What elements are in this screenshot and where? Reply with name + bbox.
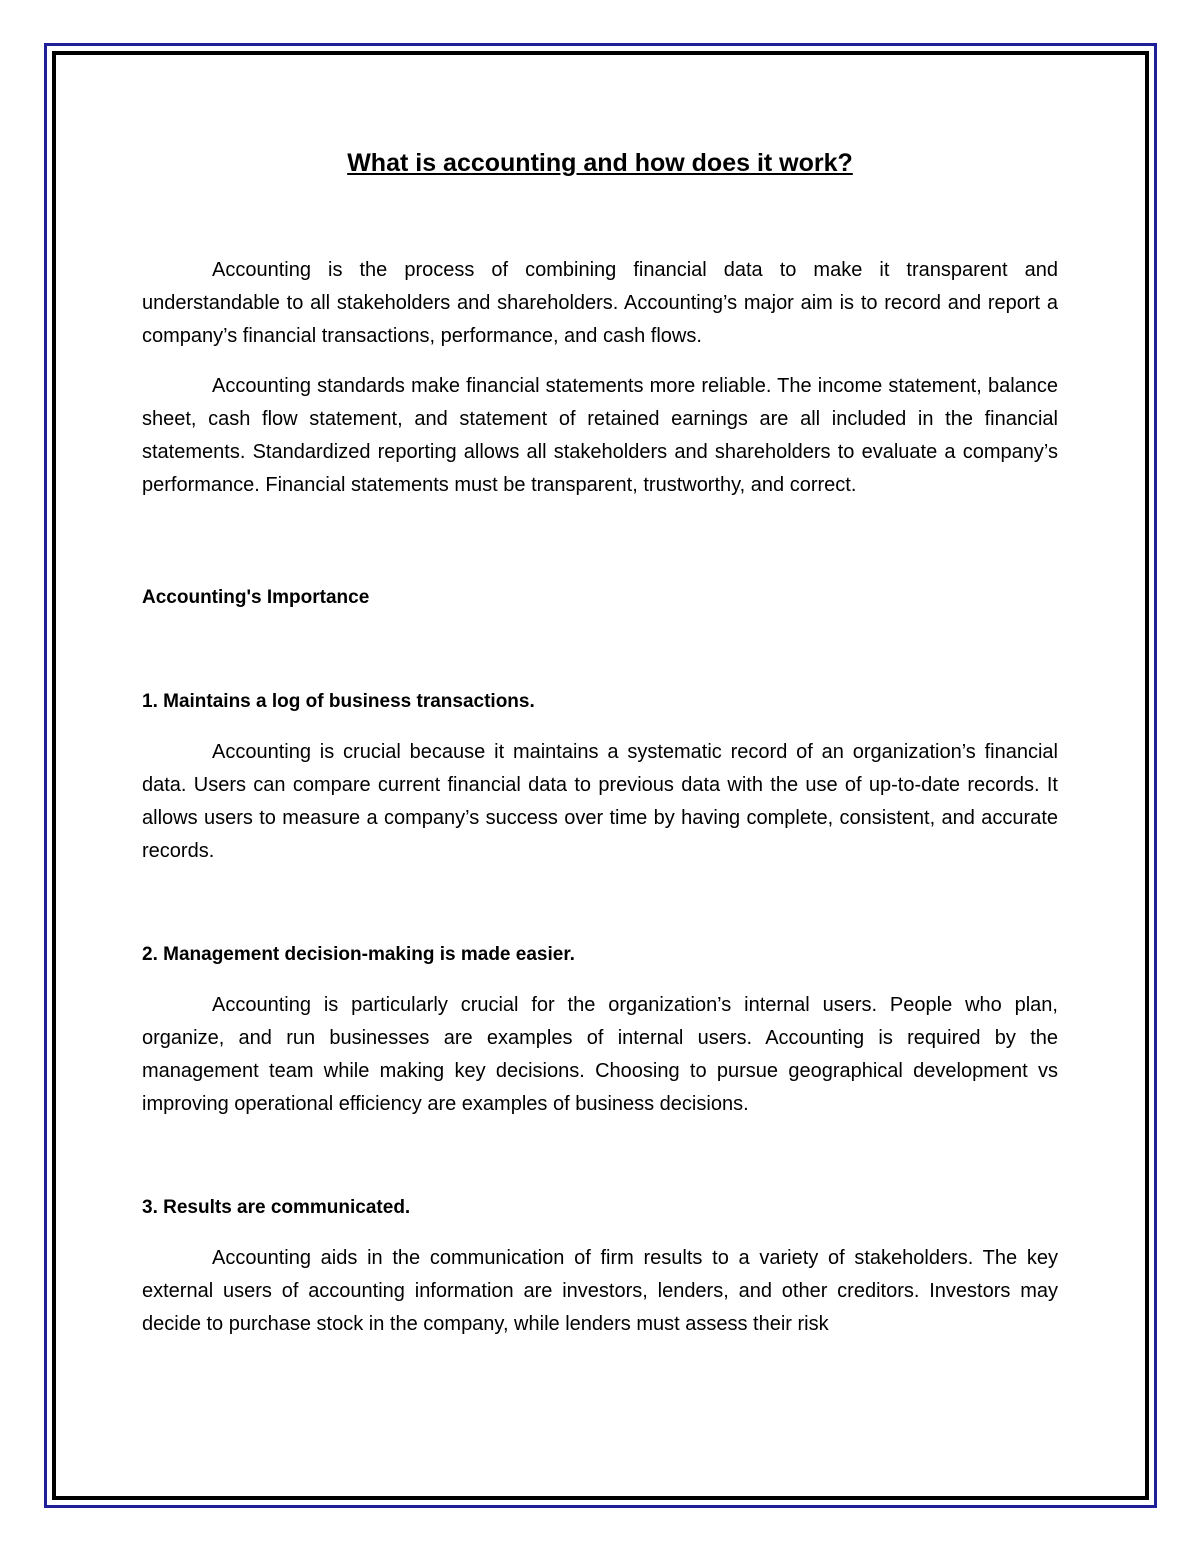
point-body-1: Accounting is crucial because it maintains a systematic record of an organization’s financial data. Users can compare current financial data to previous data with the use of up-to-date records. It allows users to measure a company’s success over time by having complete, consistent, and accurate records. [142,741,1058,862]
document-body [142,145,1058,1341]
point-body-2: Accounting is particularly crucial for the organization’s internal users. People who plan, organize, and run businesses are examples of internal users. Accounting is required by the management team while making key decisions. Choosing to pursue geographical development vs improving operational efficiency are examples of business decisions. [142,994,1058,1115]
point-heading-3: 3. Results are communicated. [142,1197,411,1218]
point-body-3: Accounting aids in the communication of firm results to a variety of stakeholders. The key external users of accounting information are investors, lenders, and other creditors. Investors may decide to purchase stock in the company, while lenders must assess their risk [142,1247,1058,1335]
document-title: What is accounting and how does it work? [347,149,853,177]
intro-paragraph-2: Accounting standards make financial statements more reliable. The income statement, balance sheet, cash flow statement, and statement of retained earnings are all included in the financial statements. Standardized reporting allows all stakeholders and shareholders to evaluate a company’s performance. Financial statements must be transparent, trustworthy, and correct. [142,375,1058,496]
intro-paragraph-1: Accounting is the process of combining financial data to make it transparent and understandable to all stakeholders and shareholders. Accounting’s major aim is to record and report a company’s financial transactions, performance, and cash flows. [142,259,1058,347]
point-heading-2: 2. Management decision-making is made easier. [142,944,575,965]
point-heading-1: 1. Maintains a log of business transactions. [142,691,535,712]
section-heading: Accounting's Importance [142,587,370,608]
